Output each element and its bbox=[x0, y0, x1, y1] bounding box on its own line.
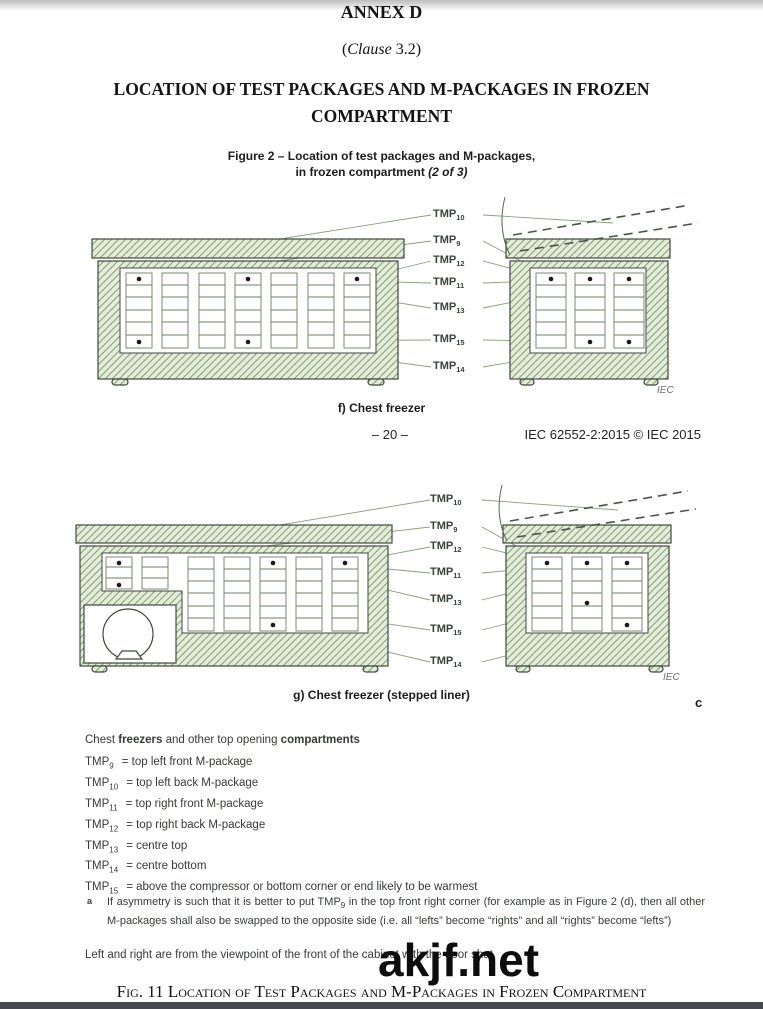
tmp-label: $TMP_{11}$ bbox=[433, 276, 465, 291]
tmp-label: $TMP_{10}$ bbox=[430, 493, 462, 508]
tmp-definition: $TMP_{12}$ = top right back M-package bbox=[85, 819, 266, 834]
watermark: akjf.net bbox=[378, 934, 540, 986]
chest-freezer-stepped-diagram-g bbox=[58, 485, 703, 690]
tmp-label: $TMP_{15}$ bbox=[430, 623, 462, 638]
tmp-label: $TMP_9$ bbox=[430, 520, 458, 535]
iec-source-mark: IEC bbox=[663, 672, 680, 683]
chest-freezer-diagram-f bbox=[58, 195, 703, 400]
tmp-label: $TMP_{12}$ bbox=[430, 540, 462, 555]
iec-source-mark: IEC bbox=[657, 385, 674, 396]
tmp-label: $TMP_{14}$ bbox=[433, 360, 465, 375]
package-columns bbox=[126, 273, 370, 348]
tmp-definition: $TMP_9$ = top left front M-package bbox=[85, 756, 253, 771]
annex-title: ANNEX D bbox=[340, 2, 423, 22]
foot bbox=[649, 666, 663, 672]
tmp-definition: $TMP_{15}$ = above the compressor or bottom corner or end likely to be warmest bbox=[85, 881, 478, 896]
freezer-side-view bbox=[92, 239, 404, 385]
package-columns bbox=[532, 557, 642, 631]
clause-reference bbox=[0, 41, 763, 59]
tmp-definition: $TMP_{11}$ = top right front M-package bbox=[85, 798, 264, 813]
figure-f-caption: f) Chest freezer bbox=[337, 401, 426, 415]
tmp-label: $TMP_{11}$ bbox=[430, 566, 462, 581]
figure2-caption-line1: Figure 2 – Location of test packages and M-packages, bbox=[227, 149, 536, 163]
freezer-end-view bbox=[499, 485, 696, 672]
tmp-definition: $TMP_{10}$ = top left back M-package bbox=[85, 777, 259, 792]
tmp-label: $TMP_{13}$ bbox=[433, 301, 465, 316]
lid bbox=[76, 525, 392, 543]
package-columns bbox=[536, 273, 644, 348]
document-identifier: IEC 62552-2:2015 © IEC 2015 bbox=[524, 427, 701, 442]
page-title: LOCATION OF TEST PACKAGES AND M-PACKAGES IN FROZEN COMPARTMENT bbox=[113, 79, 650, 126]
lid bbox=[506, 239, 670, 258]
foot bbox=[363, 666, 378, 672]
figure2-caption-line2: in frozen compartment (2 of 3) bbox=[295, 165, 468, 179]
notes-intro: Chest freezers and other top opening compartments bbox=[85, 734, 360, 746]
clause-open: ( bbox=[341, 41, 348, 58]
lid bbox=[503, 525, 671, 543]
tmp-label: $TMP_{15}$ bbox=[433, 333, 465, 348]
lid bbox=[92, 239, 404, 258]
foot bbox=[92, 666, 107, 672]
figure2-caption bbox=[0, 148, 763, 180]
freezer-side-view-stepped bbox=[76, 525, 392, 672]
figure-f-chest-freezer bbox=[0, 195, 763, 417]
page-bottom-scan-band bbox=[0, 1002, 763, 1009]
figure-g-caption: g) Chest freezer (stepped liner) bbox=[293, 688, 470, 702]
fig11-caption: Fig. 11 Location of Test Packages and M-Packages in Frozen Compartment bbox=[116, 982, 647, 1001]
stray-c-mark: c bbox=[695, 695, 703, 710]
tmp-label: $TMP_{12}$ bbox=[433, 254, 465, 269]
tmp-label: $TMP_9$ bbox=[433, 234, 461, 249]
footnote-marker: a bbox=[87, 896, 93, 906]
clause-word: Clause bbox=[347, 41, 392, 58]
tmp-label: $TMP_{10}$ bbox=[433, 208, 465, 223]
tmp-definition: $TMP_{14}$ = centre bottom bbox=[85, 860, 207, 875]
figure2-caption-note: (2 of 3) bbox=[428, 165, 468, 179]
foot bbox=[368, 379, 384, 385]
clause-rest: 3.2) bbox=[391, 41, 422, 58]
foot bbox=[644, 379, 658, 385]
page-number: – 20 – bbox=[371, 427, 409, 442]
footnote-a: a If asymmetry is such that it is better to put $TMP_9$ in the top front right corner (for example as in Figure 2 (d), then all other M-packages shall also be swapped to the opposite side (i.e. all “lefts” become “rights” and all “rights” become “lefts”) bbox=[87, 896, 705, 927]
tmp-label: $TMP_{14}$ bbox=[430, 655, 462, 670]
foot bbox=[520, 379, 534, 385]
foot bbox=[112, 379, 128, 385]
tmp-label: $TMP_{13}$ bbox=[430, 593, 462, 608]
tmp-definition: $TMP_{13}$ = centre top bbox=[85, 840, 188, 855]
viewpoint-note: Left and right are from the viewpoint of the front of the cabinet with the door shut. bbox=[85, 949, 497, 961]
freezer-end-view bbox=[502, 197, 698, 385]
figure-g-chest-freezer-stepped bbox=[0, 482, 763, 716]
foot bbox=[516, 666, 530, 672]
